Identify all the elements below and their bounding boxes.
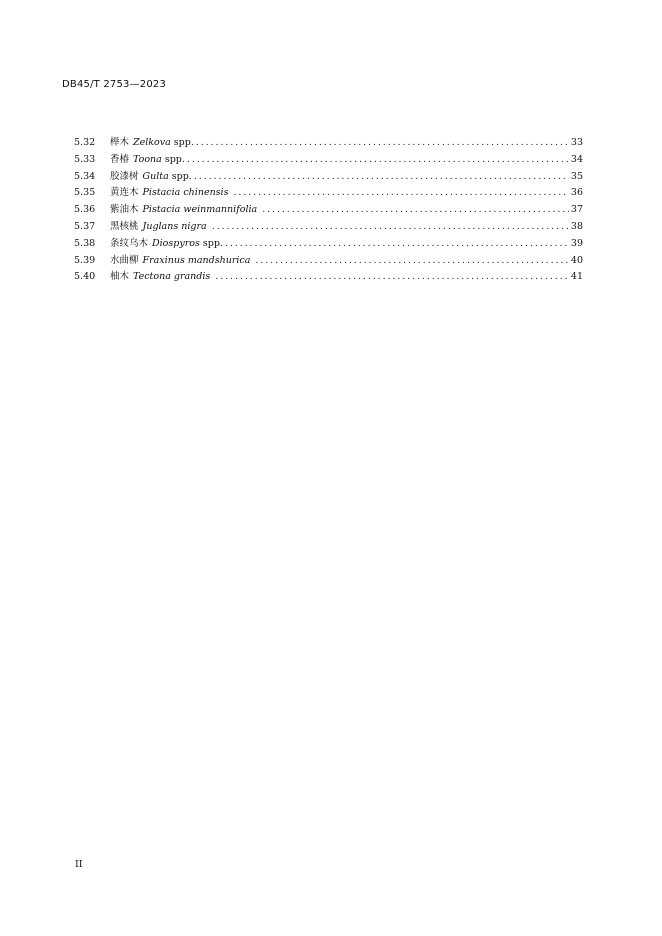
toc-entry-page: 38 <box>570 220 583 232</box>
toc-entry[interactable] <box>74 253 583 270</box>
table-of-contents <box>74 135 583 286</box>
toc-entry-latin-name: Pistacia chinensis <box>142 187 229 199</box>
toc-entry[interactable] <box>74 169 583 186</box>
toc-entry-latin-name: Tectona grandis <box>133 271 211 283</box>
toc-entry-page: 40 <box>570 254 583 266</box>
toc-entry-chinese-name: 香椿 <box>110 153 130 165</box>
toc-entry-page: 34 <box>570 153 583 165</box>
toc-entry[interactable] <box>74 219 583 236</box>
toc-entry-chinese-name: 条纹乌木 <box>110 237 149 249</box>
toc-entry[interactable] <box>74 185 583 202</box>
toc-entry[interactable] <box>74 135 583 152</box>
toc-entry[interactable] <box>74 269 583 286</box>
toc-entry-chinese-name: 黑核桃 <box>110 220 139 232</box>
toc-entry-chinese-name: 黄连木 <box>110 187 139 199</box>
toc-entry-page: 37 <box>570 204 583 216</box>
toc-entry-latin-name: Juglans nigra <box>142 220 207 232</box>
toc-entry-number: 5.40 <box>74 271 96 283</box>
toc-entry-number: 5.37 <box>74 220 96 232</box>
document-code: DB45/T 2753—2023 <box>62 79 167 90</box>
toc-entry-chinese-name: 榉木 <box>110 137 130 148</box>
toc-entry-latin-name: Pistacia weinmannifolia <box>142 204 258 216</box>
toc-dot-leader <box>212 219 569 236</box>
toc-entry-number: 5.34 <box>74 170 96 182</box>
toc-entry-number: 5.39 <box>74 254 96 266</box>
toc-entry-chinese-name: 胶漆树 <box>110 170 139 182</box>
toc-dot-leader <box>187 152 569 169</box>
toc-entry-latin-name: Toona <box>133 153 162 165</box>
toc-entry-suffix: spp. <box>202 237 223 249</box>
toc-entry-number: 5.32 <box>74 137 96 148</box>
toc-entry-chinese-name: 紫油木 <box>110 204 139 216</box>
toc-dot-leader <box>233 185 568 202</box>
toc-entry-suffix: spp. <box>173 137 194 148</box>
toc-entry-page: 35 <box>570 170 583 182</box>
toc-entry-latin-name: Fraxinus mandshurica <box>142 254 251 266</box>
toc-entry-page: 33 <box>570 137 583 148</box>
toc-entry-chinese-name: 柚木 <box>110 271 130 283</box>
toc-entry[interactable] <box>74 236 583 253</box>
toc-entry-suffix: spp. <box>171 170 192 182</box>
toc-dot-leader <box>194 169 569 186</box>
toc-dot-leader <box>196 135 569 152</box>
toc-entry-page: 41 <box>570 271 583 283</box>
toc-entry-number: 5.35 <box>74 187 96 199</box>
toc-dot-leader <box>225 236 569 253</box>
toc-entry-suffix: spp. <box>164 153 185 165</box>
toc-dot-leader <box>262 202 569 219</box>
toc-entry-number: 5.33 <box>74 153 96 165</box>
toc-entry-latin-name: Gulta <box>142 170 169 182</box>
toc-dot-leader <box>215 269 569 286</box>
toc-entry-page: 36 <box>570 187 583 199</box>
toc-entry[interactable] <box>74 202 583 219</box>
toc-dot-leader <box>255 253 569 270</box>
toc-entry-chinese-name: 水曲柳 <box>110 254 139 266</box>
toc-entry-latin-name: Diospyros <box>152 237 200 249</box>
toc-entry-number: 5.36 <box>74 204 96 216</box>
toc-entry[interactable] <box>74 152 583 169</box>
toc-entry-number: 5.38 <box>74 237 96 249</box>
toc-entry-latin-name: Zelkova <box>133 137 171 148</box>
toc-entry-page: 39 <box>570 237 583 249</box>
page-number: II <box>75 859 83 870</box>
